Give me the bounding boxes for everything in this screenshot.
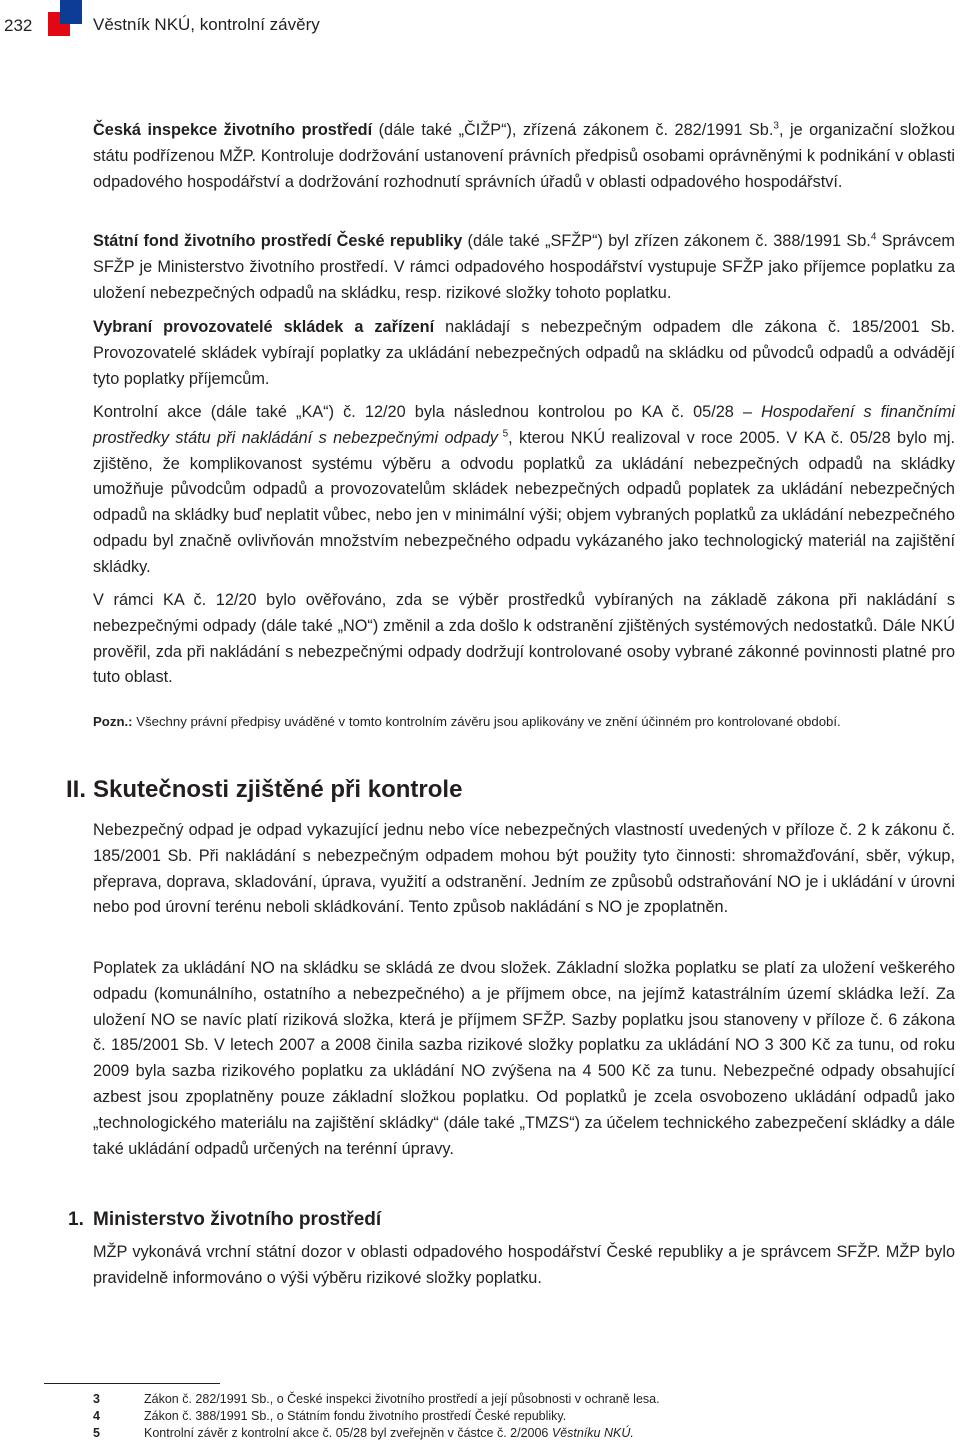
footnote-number: 5: [93, 1426, 100, 1440]
audit-title: Hospodaření s finančními prostředky státu při nakládání s nebezpečnými odpady: [93, 403, 955, 447]
note: [93, 713, 955, 731]
section-number: II.: [66, 776, 87, 803]
footnote-4: [93, 1408, 955, 1425]
footnote-3: [93, 1391, 955, 1408]
nku-logo: [48, 0, 82, 36]
footnote-number: 3: [93, 1392, 100, 1406]
page-header: [0, 0, 960, 50]
logo-blue-square: [60, 0, 82, 24]
paragraph-sfzp: Státní fond životního prostředí České republiky (dále také „SFŽP“) byl zřízen zákonem č. 388/1991 Sb.$^4$ Správcem SFŽP je Ministerstvo životního prostředí. V rámci odpadového hospodářství vystupuje SFŽP jako příjemce poplatku za uložení nebezpečných odpadů na skládku, resp. rizikové složky tohoto poplatku.: [93, 231, 955, 302]
footnote-divider: [44, 1383, 220, 1384]
paragraph-hazardous-waste: Nebezpečný odpad je odpad vykazující jednu nebo více nebezpečných vlastností uvedených v příloze č. 2 k zákonu č. 185/2001 Sb. Při nakládání s nebezpečným odpadem mohou být použity tyto činnosti: shromažďování, sběr, výkup, přeprava, doprava, skladování, úprava, využití a odstranění. Jedním ze způsobů odstraňování NO je i ukládání v úrovni nebo pod úrovní terénu neboli skládkování. Tento způsob nakládání s NO je zpoplatněn.: [93, 821, 955, 917]
footnote-text: Zákon č. 282/1991 Sb., o České inspekci životního prostředí a její působnosti v ochraně lesa.: [144, 1392, 660, 1406]
paragraph-audit: Kontrolní akce (dále také „KA“) č. 12/20 byla následnou kontrolou po KA č. 05/28 – Hospodaření s finančními prostředky státu při nakládání s nebezpečnými odpady $^5$, kterou NKÚ realizoval v roce 2005. V KA č. 05/28 bylo mj. zjištěno, že komplikovanost systému výběru a odvodu poplatků za ukládání nebezpečných odpadů na skládky umožňuje původcům odpadů a provozovatelům skládek nebezpečných odpadů poplatek za ukládání nebezpečných odpadů na skládky buď neplatit vůbec, nebo jen v minimální výši; objem vybraných poplatků za ukládání nebezpečného odpadu byl značně ovlivňován množstvím nebezpečného odpadu vykázaného jako technologický materiál na zajištění skládky.: [93, 403, 955, 576]
sfzp-name: Státní fond životního prostředí České republiky: [93, 232, 463, 250]
footnote-publication: Věstníku NKÚ.: [551, 1426, 634, 1440]
paragraph-audit-scope: V rámci KA č. 12/20 bylo ověřováno, zda se výběr prostředků vybíraných na základě zákona při nakládání s nebezpečnými odpady (dále také „NO“) změnil a zda došlo k odstranění zjištěných systémových nedostatků. Dále NKÚ prověřil, zda při nakládání s nebezpečnými odpady dodržují kontrolované osoby vybrané zákonné povinnosti platné pro tuto oblast.: [93, 591, 955, 687]
footnotes: [93, 1391, 955, 1442]
page-number: 232: [4, 16, 33, 35]
paragraph-cizp: Česká inspekce životního prostředí (dále také „ČIŽP“), zřízená zákonem č. 282/1991 Sb.$^3$, je organizační složkou státu podřízenou MŽP. Kontroluje dodržování ustanovení právních předpisů osobami oprávněnými k podnikání v oblasti odpadového hospodářství a dodržování rozhodnutí správních úřadů v oblasti odpadového hospodářství.: [93, 120, 955, 191]
footnote-5: [93, 1425, 955, 1442]
footnote-number: 4: [93, 1409, 100, 1423]
subsection-title: Ministerstvo životního prostředí: [93, 1209, 382, 1230]
footnote-ref-3[interactable]: 3: [773, 120, 779, 132]
note-text: Všechny právní předpisy uváděné v tomto kontrolním závěru jsou aplikovány ve znění účinném pro kontrolované období.: [132, 714, 841, 729]
section-title: Skutečnosti zjištěné při kontrole: [93, 776, 463, 803]
cizp-name: Česká inspekce životního prostředí: [93, 121, 373, 139]
footnote-text: Kontrolní závěr z kontrolní akce č. 05/28 byl zveřejněn v částce č. 2/2006: [144, 1426, 552, 1440]
footnote-ref-4[interactable]: 4: [870, 231, 877, 243]
footnote-ref-5[interactable]: 5: [497, 428, 509, 440]
subsection-heading: [68, 1209, 381, 1231]
subsection-number: 1.: [68, 1209, 84, 1230]
publication-title: Věstník NKÚ, kontrolní závěry: [93, 15, 320, 34]
note-label: Pozn.:: [93, 714, 133, 729]
operators-name: Vybraní provozovatelé skládek a zařízení: [93, 318, 435, 336]
section-heading: [66, 776, 462, 804]
paragraph-operators: Vybraní provozovatelé skládek a zařízení nakládají s nebezpečným odpadem dle zákona č. 185/2001 Sb. Provozovatelé skládek vybírají poplatky za ukládání nebezpečných odpadů na skládku od původců odpadů a odvádějí tyto poplatky příjemcům.: [93, 318, 955, 388]
footnote-text: Zákon č. 388/1991 Sb., o Státním fondu životního prostředí České republiky.: [144, 1409, 567, 1423]
paragraph-fee: Poplatek za ukládání NO na skládku se skládá ze dvou složek. Základní složka poplatku se platí za uložení veškerého odpadu (komunálního, ostatního a nebezpečného) a je příjmem obce, na jejímž katastrálním území skládka leží. Za uložení NO se navíc platí riziková složka, která je příjmem SFŽP. Sazby poplatku jsou stanoveny v příloze č. 6 zákona č. 185/2001 Sb. V letech 2007 a 2008 činila sazba rizikové složky poplatku za ukládání NO 3 300 Kč za tunu, od roku 2009 byla sazba rizikového poplatku za ukládání NO zvýšena na 4 500 Kč za tunu. Nebezpečné odpady obsahující azbest jsou zpoplatněny pouze základní složkou poplatku. Od poplatků je zcela osvobozeno ukládání odpadů jako „technologického materiálu na zajištění skládky“ (dále také „TMZS“) za účelem technického zabezpečení skládky a dále také ukládání odpadů určených na terénní úpravy.: [93, 959, 955, 1158]
paragraph-ministry: MŽP vykonává vrchní státní dozor v oblasti odpadového hospodářství České republiky a je správcem SFŽP. MŽP bylo pravidelně informováno o výši výběru rizikové složky poplatku.: [93, 1243, 955, 1287]
